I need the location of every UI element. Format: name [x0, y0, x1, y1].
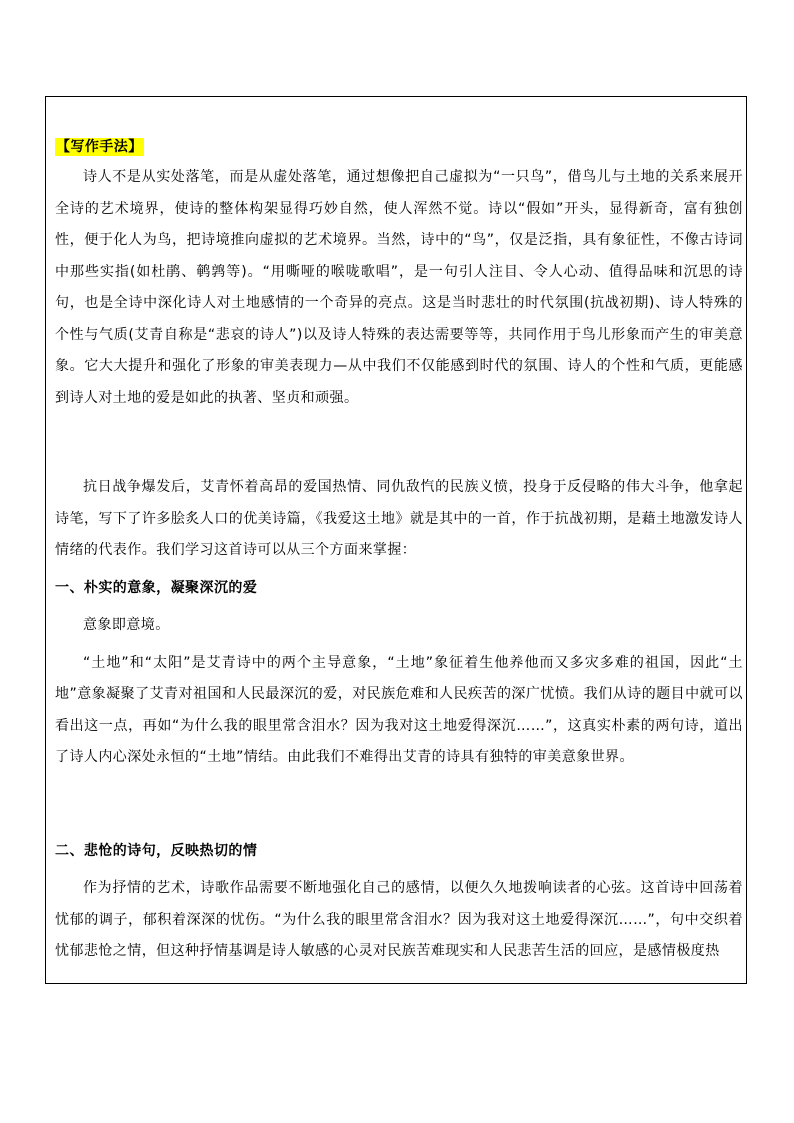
background-paragraph: 抗日战争爆发后，艾青怀着高昂的爱国热情、同仇敌忾的民族义愤，投身于反侵略的伟大斗争，他拿起诗笔，写下了许多脍炙人口的优美诗篇，《我爱这土地》就是其中的一首，作于抗战初期，是藉土地激发诗人情绪的代表作。我们学习这首诗可以从三个方面来掌握： [55, 479, 743, 558]
section-tag-line [55, 131, 743, 162]
heading-two: 二、悲怆的诗句，反映热切的情 [55, 842, 258, 859]
spacer [55, 774, 743, 836]
imagery-paragraph: “土地”和“太阳”是艾青诗中的两个主导意象，“土地”象征着生他养他而又多灾多难的祖国，因此“土地”意象凝聚了艾青对祖国和人民最深沉的爱，对民族危难和人民疾苦的深广忧愤。我们从诗的题目中就可以看出这一点，再如“为什么我的眼里常含泪水？因为我对这土地爱得深沉……”，这真实朴素的两句诗，道出了诗人内心深处永恒的“土地”情结。由此我们不难得出艾青的诗具有独特的审美意象世界。 [55, 654, 743, 765]
technique-paragraph: 诗人不是从实处落笔，而是从虚处落笔，通过想像把自己虚拟为“一只鸟”，借鸟儿与土地的关系来展开全诗的艺术境界，使诗的整体构架显得巧妙自然，使人浑然不觉。诗以“假如”开头，显得新奇，富有独创性，便于化人为鸟，把诗境推向虚拟的艺术境界。当然，诗中的“鸟”，仅是泛指，具有象征性，不像古诗词中那些实指(如杜鹃、鹌鹑等)。“用嘶哑的喉咙歌唱”，是一句引人注目、令人心动、值得品味和沉思的诗句，也是全诗中深化诗人对土地感情的一个奇异的亮点。这是当时悲壮的时代氛围(抗战初期)、诗人特殊的个性与气质(艾青自称是“悲哀的诗人”)以及诗人特殊的表达需要等等，共同作用于鸟儿形象而产生的审美意象。它大大提升和强化了形象的审美表现力—从中我们不仅能感到时代的氛围、诗人的个性和气质，更能感到诗人对土地的爱是如此的执著、坚贞和顽强。 [55, 169, 743, 406]
lyric-paragraph: 作为抒情的艺术，诗歌作品需要不断地强化自己的感情，以便久久地拨响读者的心弦。这首诗中回荡着忧郁的调子，郁积着深深的忧伤。“为什么我的眼里常含泪水？因为我对这土地爱得深沉……”，句中交织着忧郁悲怆之情，但这种抒情基调是诗人敏感的心灵对民族苦难现实和人民悲苦生活的回应，是感情极度热 [55, 880, 743, 959]
spacer [55, 414, 743, 472]
document-body [55, 131, 743, 968]
imagery-definition-paragraph: 意象即意境。 [83, 617, 170, 633]
heading-one: 一、朴实的意象，凝聚深沉的爱 [55, 579, 258, 596]
section-tag: 【写作手法】 [56, 138, 143, 155]
content-frame [45, 96, 747, 984]
